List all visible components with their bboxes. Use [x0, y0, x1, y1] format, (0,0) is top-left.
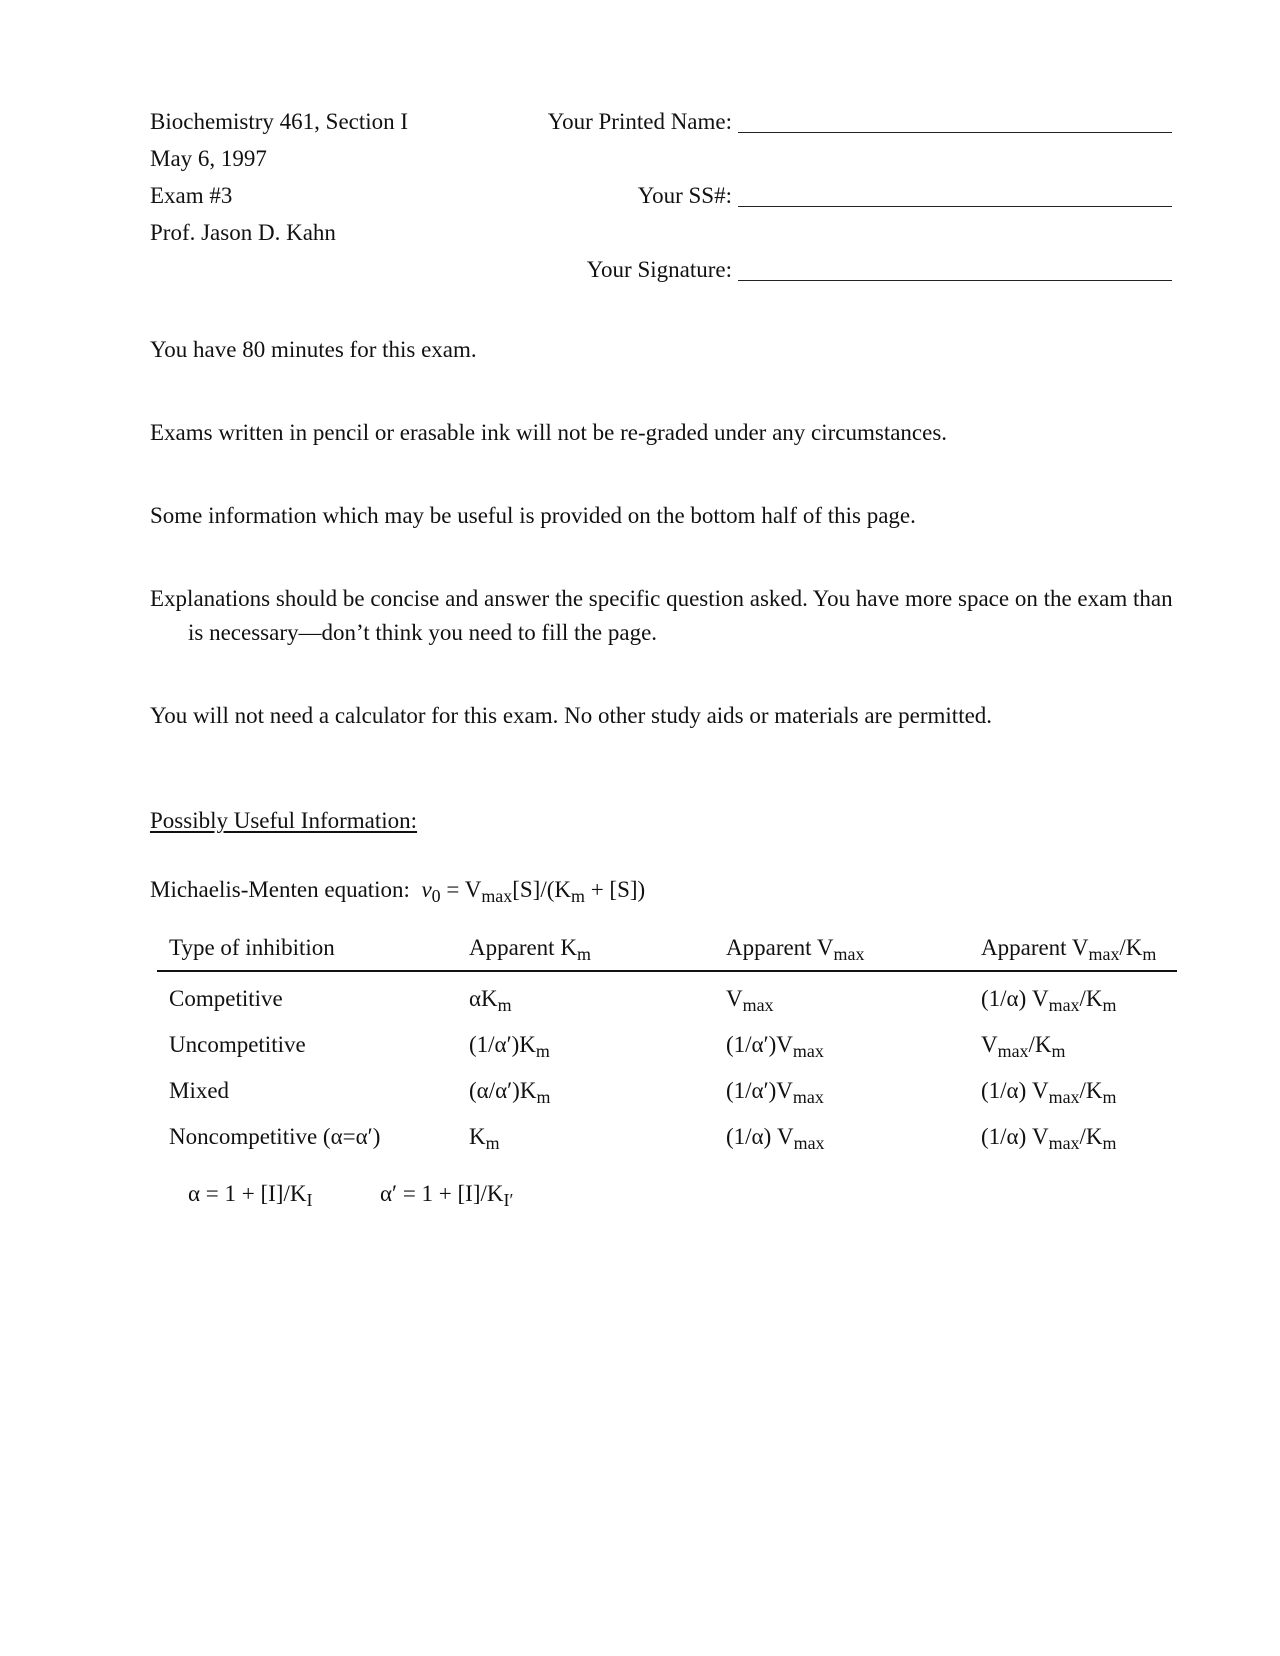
alpha-definition: $\alpha = 1 + [I]/K_I$	[188, 1181, 313, 1211]
inhibition-table	[157, 926, 1177, 1160]
instruction-time: You have 80 minutes for this exam.	[150, 337, 477, 362]
useful-info-heading: Possibly Useful Information:	[150, 808, 418, 833]
header-apparent-km: Apparent $K_m$	[457, 926, 714, 971]
alpha-prime-definition: $\alpha' = 1 + [I]/K_{I'}$	[380, 1181, 514, 1211]
mm-label: Michaelis-Menten equation:	[150, 877, 410, 902]
cell-vmax: $V_{max}$	[726, 986, 774, 1016]
exam-date: May 6, 1997	[150, 146, 267, 171]
cell-type: Uncompetitive	[169, 1032, 306, 1057]
mm-eq-3: + [S])	[584, 877, 646, 902]
mm-eq-sub2: m	[570, 886, 585, 907]
header-apparent-vmax-km: Apparent $V_{max}/K_m$	[969, 926, 1177, 971]
cell-km: $\alpha K_m$	[469, 986, 512, 1016]
course-title: Biochemistry 461, Section I	[150, 109, 409, 134]
printed-name-field[interactable]	[738, 132, 1172, 133]
instruction-explanations: Explanations should be concise and answer the specific question asked. You have more space on the exam than is necessary—don’t think you need to fill the page.	[150, 586, 1173, 645]
table-row	[157, 1022, 1177, 1068]
table-row	[157, 1068, 1177, 1114]
ss-number-field[interactable]	[738, 206, 1172, 207]
instruction-info: Some information which may be useful is provided on the bottom half of this page.	[150, 503, 916, 528]
signature-label: Your Signature:	[586, 257, 732, 282]
cell-type: Noncompetitive (α=α′)	[169, 1124, 381, 1149]
michaelis-menten-equation	[150, 876, 646, 907]
cell-vmax: (1/α) $V_{max}$	[726, 1124, 825, 1154]
exam-number: Exam #3	[150, 183, 233, 208]
cell-km: $(\alpha/\alpha')K_m$	[469, 1078, 551, 1108]
cell-vmax: $(1/\alpha')V_{max}$	[726, 1032, 824, 1062]
cell-type: Mixed	[169, 1078, 230, 1103]
instruction-ink: Exams written in pencil or erasable ink will not be re-graded under any circumstances.	[150, 420, 948, 445]
cell-vmax: $(1/\alpha')V_{max}$	[726, 1078, 824, 1108]
table-header-row	[157, 926, 1177, 971]
professor-name: Prof. Jason D. Kahn	[150, 220, 336, 245]
mm-v0: v	[421, 877, 432, 902]
mm-v0-sub: 0	[431, 886, 441, 907]
printed-name-label: Your Printed Name:	[547, 109, 732, 134]
mm-eq-sub1: max	[481, 886, 513, 907]
cell-ratio: (1/α) $V_{max}/K_m$	[981, 986, 1117, 1016]
instruction-calculator: You will not need a calculator for this exam. No other study aids or materials are permitted.	[150, 703, 993, 728]
cell-ratio: (1/α) $V_{max}/K_m$	[981, 1124, 1117, 1154]
table-row	[157, 971, 1177, 1022]
cell-km: $(1/\alpha')K_m$	[469, 1032, 550, 1062]
header-apparent-vmax: Apparent $V_{max}$	[714, 926, 969, 971]
table-row	[157, 1114, 1177, 1160]
cell-ratio: (1/α) $V_{max}/K_m$	[981, 1078, 1117, 1108]
signature-field[interactable]	[738, 280, 1172, 281]
mm-eq-2: [S]/(K	[512, 877, 571, 902]
cell-type: Competitive	[169, 986, 283, 1011]
cell-ratio: $V_{max}/K_m$	[981, 1032, 1066, 1062]
mm-eq-1: = V	[440, 877, 482, 902]
header-type: Type of inhibition	[157, 926, 457, 971]
cell-km: $K_m$	[469, 1124, 500, 1154]
ss-number-label: Your SS#:	[637, 183, 732, 208]
